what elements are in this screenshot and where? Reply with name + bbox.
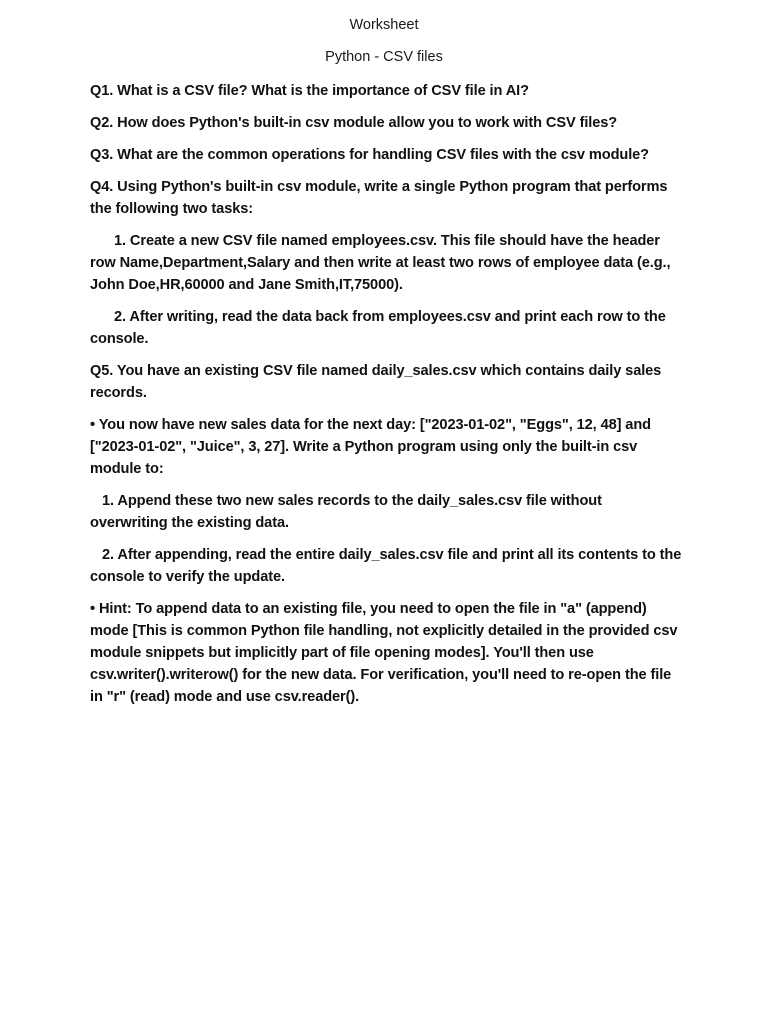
question-4: Q4. Using Python's built-in csv module, write a single Python program that performs the following two tasks: (90, 179, 668, 217)
question-5: Q5. You have an existing CSV file named daily_sales.csv which contains daily sales records. (90, 363, 662, 401)
page-title: Worksheet (349, 17, 419, 33)
page-subtitle: Python - CSV files (325, 49, 443, 65)
questions-body (90, 80, 682, 718)
question-4-task-1: 1. Create a new CSV file named employees.csv. This file should have the header row Name,Department,Salary and then write at least two rows of employee data (e.g., John Doe,HR,60000 and Jane Smith,IT,75000). (90, 233, 671, 293)
question-5-hint: • Hint: To append data to an existing file, you need to open the file in "a" (append) mode [This is common Python file handling, not explicitly detailed in the provided csv module snippets but implicitly part of file opening modes]. You'll then use csv.writer().writerow() for the new data. For verification, you'll need to re-open the file in "r" (read) mode and use csv.reader(). (90, 601, 678, 705)
question-1: Q1. What is a CSV file? What is the importance of CSV file in AI? (90, 83, 529, 99)
question-5-bullet-data: • You now have new sales data for the next day: ["2023-01-02", "Eggs", 12, 48] and ["2023-01-02", "Juice", 3, 27]. Write a Python program using only the built-in csv module to: (90, 417, 651, 477)
question-3: Q3. What are the common operations for handling CSV files with the csv module? (90, 147, 649, 163)
question-5-task-2: 2. After appending, read the entire daily_sales.csv file and print all its contents to the console to verify the update. (90, 547, 682, 585)
question-2: Q2. How does Python's built-in csv module allow you to work with CSV files? (90, 115, 618, 131)
question-4-task-2: 2. After writing, read the data back from employees.csv and print each row to the console. (90, 309, 666, 347)
question-5-task-1: 1. Append these two new sales records to the daily_sales.csv file without overwriting the existing data. (90, 493, 602, 531)
